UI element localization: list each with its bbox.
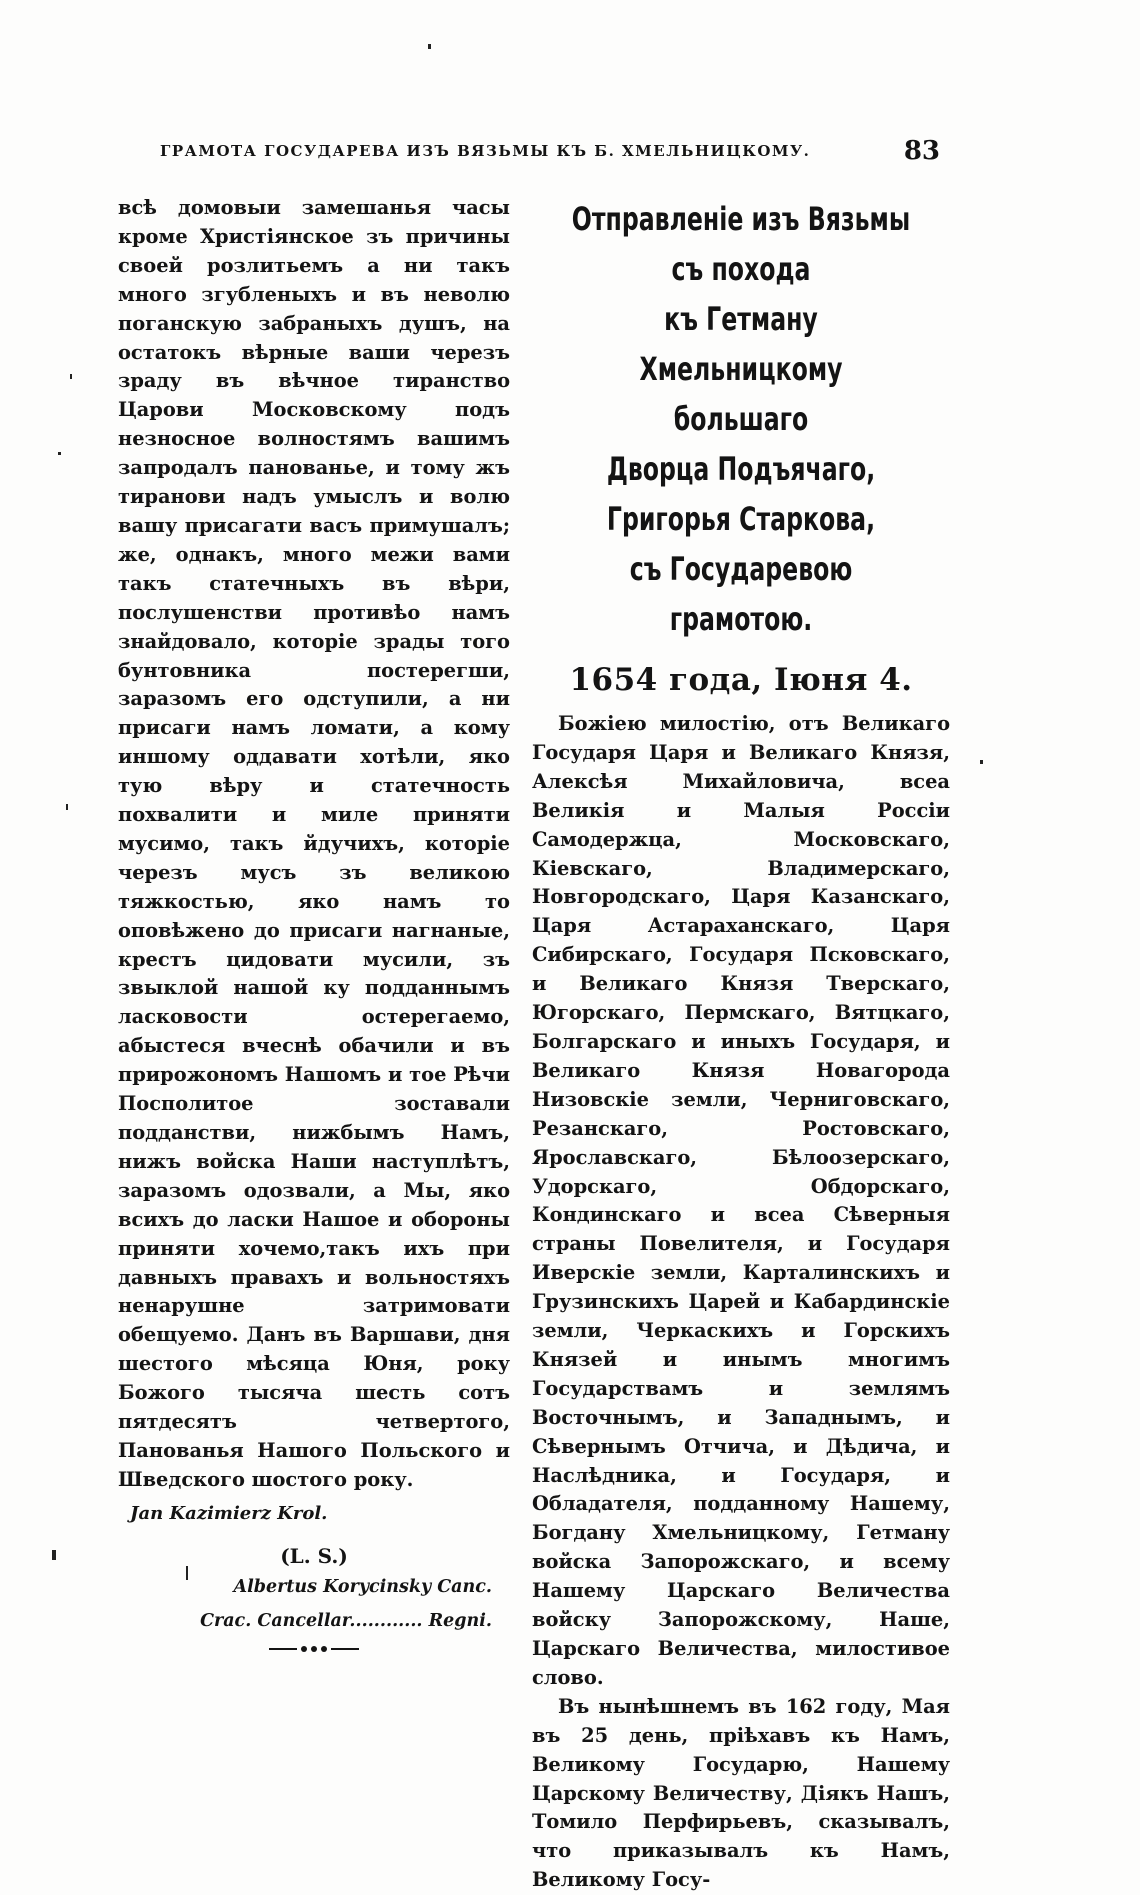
scan-speck xyxy=(980,760,983,764)
seal-mark: (L. S.) xyxy=(280,1543,348,1568)
paragraph-1: Божіею милостію, отъ Великаго Государя Царя и Великаго Князя, Алексѣя Михайловича, всеа Великія и Малыя Россіи Самодержца, Московскаго, Кіевскаго, Владимерскаго, Новгородскаго, Царя Казанскаго, Царя Астараханскаго, Царя Сибирскаго, Государя Псковскаго, и Великаго Князя Тверскаго, Югорскаго, Пермскаго, Вятцкаго, Болгарскаго и иныхъ Государя, и Великаго Князя Новагорода Низовскіе земли, Черниговскаго, Резанскаго, Ростовскаго, Ярославскаго, Бѣлоозерскаго, Удорскаго, Обдорскаго, Кондинскаго и всеа Сѣверныя страны Повелителя, и Государя Иверскіе земли, Карталинскихъ и Грузинскихъ Царей и Кабардинскіе земли, Черкаскихъ и Горскихъ Князей и инымъ многимъ Государствамъ и землямъ Восточнымъ, и Западнымъ, и Сѣвернымъ Отчича, и Дѣдича, и Наслѣдника, и Государя, и Обладателя, подданному Нашему, Богдану Хмельницкому, Гетману войска Запорожскаго, и всему Нашему Царскаго Величества войску Запорожскому, Наше, Царскаго Величества, милостивое слово. xyxy=(532,712,950,1689)
scan-speck xyxy=(58,452,61,455)
attestation-line-2: Crac. Cancellar............ Regni. xyxy=(200,1610,492,1631)
scan-speck xyxy=(428,44,431,49)
page-number: 83 xyxy=(903,136,940,166)
scan-speck xyxy=(70,374,72,379)
heading-line-2: къ Гетману Хмельницкому большаго xyxy=(639,300,843,438)
section-end-ornament xyxy=(118,1646,510,1652)
running-title: ГРАМОТА ГОСУДАРЕВА ИЗЪ ВЯЗЬМЫ КЪ Б. ХМЕЛЬНИЦКОМУ. xyxy=(160,142,811,160)
left-column-text: всѣ домовыи замешанья часы кроме Христіянское зъ причины своей розлитьемъ а ни такъ много згубленыхъ и въ неволю поганскую забраныхъ душъ, на остатокъ вѣрные ваши черезъ зраду въ вѣчное тиранство Царови Московскому подъ незносное волностямъ вашимъ запродалъ панованье, и тому жъ тиранови надъ умыслъ и волю вашу присагати васъ примушалъ; же, однакъ, много межи вами такъ статечныхъ въ вѣри, послушенстви противѣо намъ знайдовало, которіе зрады того бунтовника постерегши, заразомъ его одступили, а ни присаги намъ ломати, а кому иншому оддавати хотѣли, яко тую вѣру и статечность похвалити и миле приняти мусимо, такъ йдучихъ, которіе черезъ мусъ зъ великою тяжкостью, яко намъ то оповѣжено до присаги нагнаные, крестъ цидовати мусили, зъ звыклой нашой ку подданнымъ ласковости остерегаемо, абыстеся вчеснѣ обачили и въ прирожономъ Нашомъ и тое Рѣчи Посполитое зоставали подданстви, нижбымъ Намъ, нижъ войска Наши наступлѣтъ, заразомъ одозвали, а Мы, яко всихъ до ласки Нашое и обороны приняти хочемо,такъ ихъ при давныхъ правахъ и вольностяхъ ненарушне затримовати обещуемо. Данъ въ Варшави, дня шестого мѣсяца Юня, року Божого тысяча шесть сотъ пятдесятъ четвертого, Панованья Нашого Польского и Шведского шостого року. xyxy=(118,196,510,1491)
heading-line-4: съ Государевою грамотою. xyxy=(629,550,853,638)
scan-speck xyxy=(52,1550,56,1560)
scan-speck xyxy=(186,1566,188,1580)
heading-line-3: Дворца Подъячаго, Григорья Старкова, xyxy=(606,450,876,538)
paragraph-2: Въ нынѣшнемъ въ 162 году, Мая въ 25 день, пріѣхавъ къ Намъ, Великому Государю, Нашему Царскому Величеству, Діякъ Нашъ, Томило Перфирьевъ, сказывалъ, что приказывалъ къ Намъ, Великому Госу- xyxy=(532,1694,950,1892)
document-date: 1654 года, Іюня 4. xyxy=(569,662,913,698)
attestation-line-1: Albertus Korycinsky Canc. xyxy=(233,1576,492,1597)
section-heading xyxy=(570,194,913,644)
right-column-text xyxy=(532,710,950,1895)
royal-signature: Jan Kazimierz Krol. xyxy=(130,1502,328,1524)
scan-speck xyxy=(66,804,68,810)
running-header xyxy=(160,138,940,168)
left-column xyxy=(118,194,510,1652)
heading-line-1: Отправленіе изъ Вязьмы съ похода xyxy=(571,200,911,288)
right-column xyxy=(532,194,950,1895)
